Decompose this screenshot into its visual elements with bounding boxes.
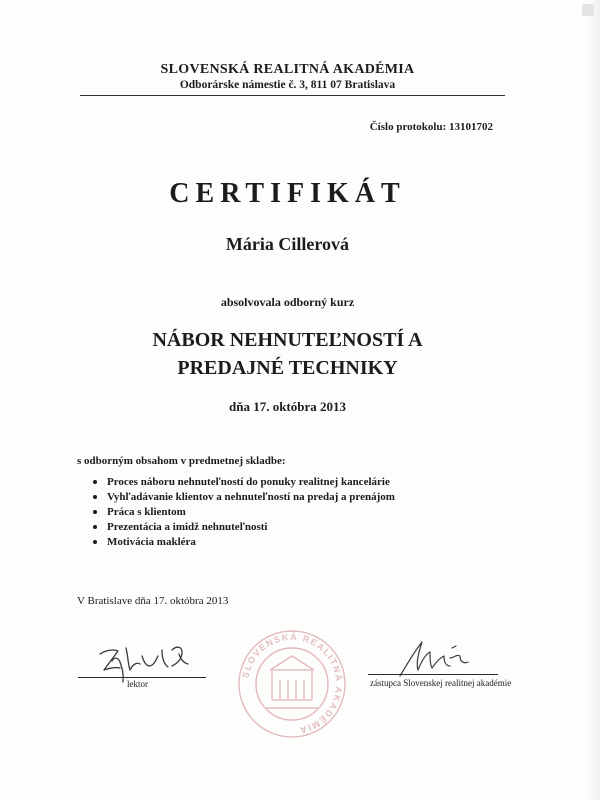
organization-name: SLOVENSKÁ REALITNÁ AKADÉMIA — [160, 62, 415, 77]
certificate-title: CERTIFIKÁT — [169, 178, 406, 209]
course-title-line-1: NÁBOR NEHNUTEĽNOSTÍ A — [152, 329, 423, 351]
bullet-icon — [93, 525, 97, 529]
bullet-icon — [93, 510, 97, 514]
list-item — [91, 505, 395, 520]
representative-label: zástupca Slovenskej realitnej akadémie — [370, 678, 512, 688]
bullet-icon — [93, 495, 97, 499]
academy-stamp — [236, 628, 348, 740]
completed-course-text: absolvovala odborný kurz — [220, 295, 355, 309]
lecturer-label: lektor — [127, 679, 148, 689]
course-title-line-2: PREDAJNÉ TECHNIKY — [177, 357, 398, 379]
list-item — [91, 535, 395, 550]
list-item-text: Vyhľadávanie klientov a nehnuteľností na predaj a prenájom — [107, 491, 395, 503]
content-list — [91, 475, 395, 550]
list-item-text: Motivácia makléra — [107, 536, 196, 548]
page-edge-shadow — [588, 0, 600, 800]
letterhead — [0, 62, 575, 91]
list-item — [91, 520, 395, 535]
list-item-text: Proces náboru nehnuteľností do ponuky realitnej kancelárie — [107, 476, 390, 488]
course-date: dňa 17. októbra 2013 — [228, 399, 347, 414]
content-intro: s odborným obsahom v predmetnej skladbe: — [77, 455, 286, 467]
list-item — [91, 490, 395, 505]
place-and-date: V Bratislave dňa 17. októbra 2013 — [77, 595, 229, 607]
scan-corner-mark — [582, 4, 594, 16]
organization-address: Odborárske námestie č. 3, 811 07 Bratislava — [179, 79, 396, 91]
letterhead-divider — [80, 95, 505, 96]
protocol-number: Číslo protokolu: 13101702 — [369, 121, 493, 133]
representative-signature-line — [368, 674, 498, 675]
bullet-icon — [93, 540, 97, 544]
course-title — [0, 326, 575, 382]
lecturer-signature-line — [78, 677, 206, 678]
list-item — [91, 475, 395, 490]
list-item-text: Prezentácia a imidž nehnuteľnosti — [107, 521, 268, 533]
bullet-icon — [93, 480, 97, 484]
list-item-text: Práca s klientom — [107, 506, 186, 518]
svg-text:SLOVENSKÁ REALITNÁ AKADÉMIA: SLOVENSKÁ REALITNÁ AKADÉMIA — [240, 631, 345, 736]
recipient-name: Mária Cillerová — [225, 234, 350, 254]
